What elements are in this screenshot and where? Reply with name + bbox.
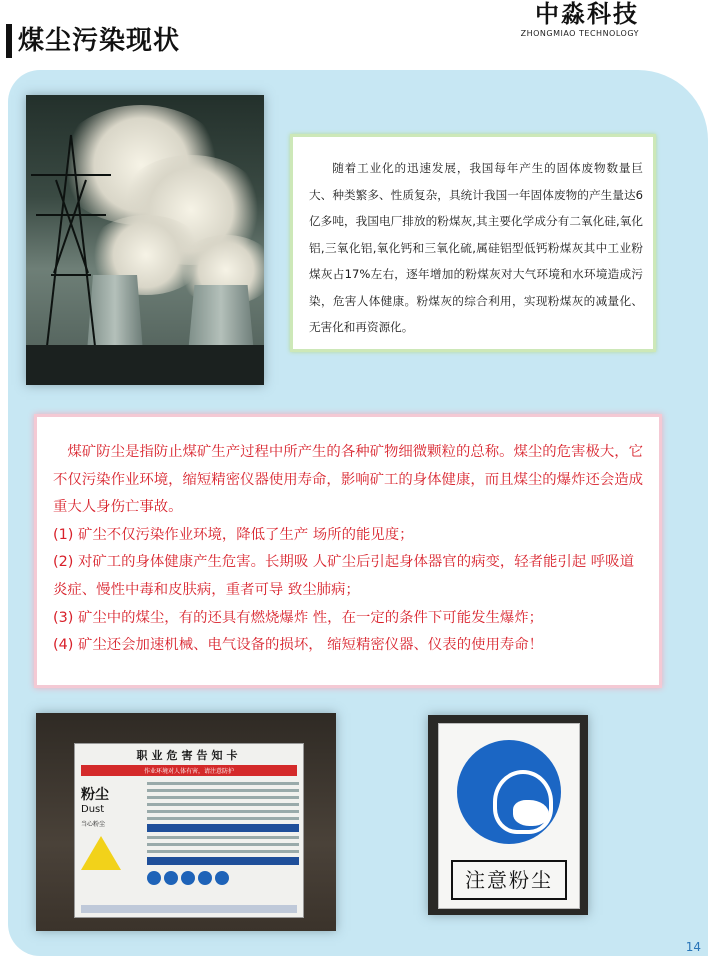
dust-intro-paragraph: 煤矿防尘是指防止煤矿生产过程中所产生的各种矿物细微颗粒的总称。煤尘的危害极大，它不仅污染作业环境，缩短精密仪器使用寿命，影响矿工的身体健康，而且煤尘的爆炸还会造成重大人身伤亡事故。 [53,444,644,516]
intro-paragraph: 随着工业化的迅速发展，我国每年产生的固体废物数量巨大、种类繁多、性质复杂，具统计我国一年固体废物的产生量达6亿多吨，我国电厂排放的粉煤灰,其主要化学成分有二氧化硅,氧化铝,三氧化铝,氧化钙和三氧化硫,属硅铝型低钙粉煤灰其中工业粉煤灰占17%左右，逐年增加的粉煤灰对大气环境和水环境造成污染，危害人体健康。粉煤灰的综合利用，实现粉煤灰的减量化、无害化和再资源化。 [309,161,643,334]
dust-sign-photo [428,715,588,915]
intro-text-box [290,134,656,352]
power-plant-photo [26,95,264,385]
dust-point-1: (1) 矿尘不仅污染作业环境，降低了生产 场所的能见度； [53,526,414,543]
card-hazard-name-en: Dust [81,804,105,815]
header-accent-bar [6,24,12,58]
mask-icon [457,740,561,844]
sign-label: 注意粉尘 [451,860,567,900]
page-number: 14 [685,940,701,954]
dust-point-2: (2) 对矿工的身体健康产生危害。长期吸 人矿尘后引起身体器官的病变，轻者能引起 呼吸道炎症、慢性中毒和皮肤病，重者可导 致尘肺病； [53,554,634,598]
brand-name-cn: 中淼科技 [535,0,639,28]
card-subtitle: 作业环境对人体有害，请注意防护 [81,765,297,776]
brand-name-en: ZHONGMIAO TECHNOLOGY [520,29,639,38]
hazard-card-photo [36,713,336,931]
card-title: 职业危害告知卡 [136,749,242,762]
pylon-icon [26,125,116,365]
dust-hazard-text-box [34,414,662,688]
brand-logo [521,0,639,38]
card-caution: 当心粉尘 [81,821,106,828]
hazard-notice-card [74,743,304,918]
ppe-icons [147,871,299,885]
dust-point-3: (3) 矿尘中的煤尘，有的还具有燃烧爆炸 性，在一定的条件下可能发生爆炸； [53,609,544,626]
page-title: 煤尘污染现状 [18,26,181,56]
warning-triangle-icon [81,836,121,870]
card-hazard-name: 粉尘 [81,787,109,803]
dust-point-4: (4) 矿尘还会加速机械、电气设备的损坏， 缩短精密仪器、仪表的使用寿命！ [53,637,544,654]
dust-warning-sign [438,723,580,909]
